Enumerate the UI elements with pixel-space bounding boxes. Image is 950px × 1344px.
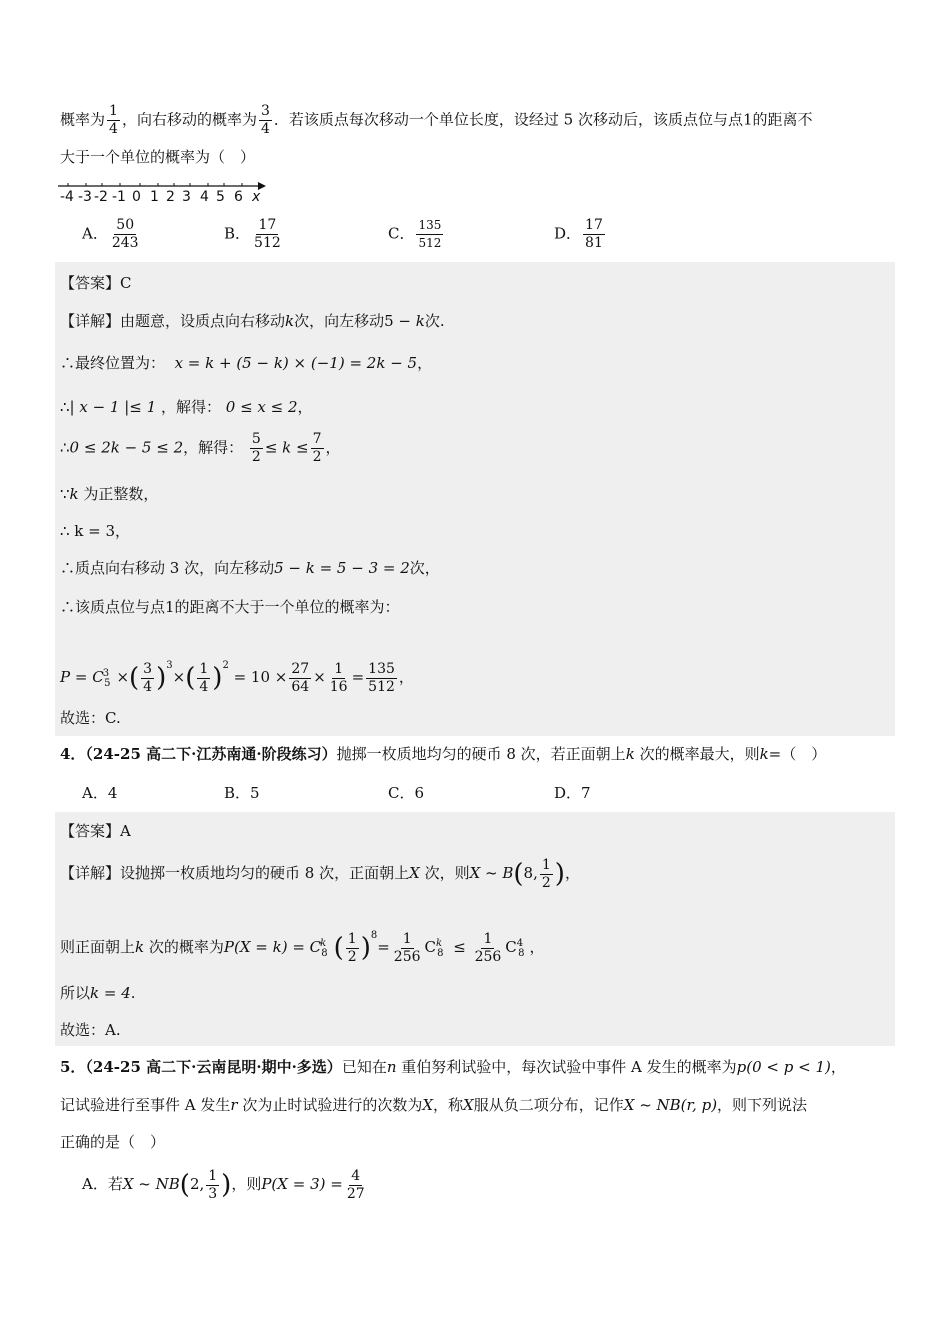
fraction: $\frac{135}{512}$ xyxy=(368,660,395,695)
q3-line1 xyxy=(60,103,813,138)
q5-line2: 记试验进行至事件 A 发生r 次为止时试验进行的次数为X，称X服从负二项分布，记作X ~ NB(r, p)，则下列说法 xyxy=(60,1096,808,1114)
detail-3-line8: ∴该质点位与点1的距离不大于一个单位的概率为： xyxy=(60,598,400,616)
q3-text: ．若该质点每次移动一个单位长度，设经过 5 次移动后，该质点位与点1的距离不 xyxy=(273,110,813,129)
fraction: $\frac{1}{2}$ xyxy=(541,856,551,891)
option-a[interactable]: A． $\frac{50}{243}$ xyxy=(82,217,139,251)
detail-4-line2: 则正面朝上k 次的概率为$P(X = k) = C^k_8$ ( $\frac{1}{2}$ )$^8$= $\frac{1}{256}$ $C^k_8$ ≤ $\frac{1}{256}$ $C^4_8$ ， xyxy=(60,930,545,965)
fraction: $\frac{1}{2}$ xyxy=(347,930,357,965)
detail-3-formula: $P = C^3_5$ ×( $\frac{3}{4}$ )$^3$×( $\frac{1}{4}$ )$^2$ = 10 × $\frac{27}{64}$ × $\frac{1}{16}$ = $\frac{135}{512}$ ， xyxy=(60,660,414,695)
number-line-tick-label: x xyxy=(252,189,261,205)
q3-line2: 大于一个单位的概率为（ ） xyxy=(60,148,256,166)
q4-option-a[interactable]: A．4 xyxy=(82,784,118,802)
q4-option-b[interactable]: B．5 xyxy=(224,784,260,802)
q5-line1: 5．（24-25 高二下·云南昆明·期中·多选）已知在n 重伯努利试验中，每次试验中事件 A 发生的概率为p(0 < p < 1)， xyxy=(60,1058,846,1076)
fraction: $\frac{17}{512}$ xyxy=(254,217,281,251)
option-b[interactable]: B． $\frac{17}{512}$ xyxy=(224,217,281,251)
q4-stem: 4．（24-25 高二下·江苏南通·阶段练习）抛掷一枚质地均匀的硬币 8 次，若正面朝上k 次的概率最大，则k=（ ） xyxy=(60,745,827,763)
number-line-tick-label: 4 xyxy=(200,189,209,205)
number-line-tick-label: -1 xyxy=(112,189,126,205)
detail-3-line4: ∴0 ≤ 2k − 5 ≤ 2，解得： $\frac{5}{2}$ ≤ k ≤ $\frac{7}{2}$ ， xyxy=(60,431,341,465)
fraction: $\frac{1}{3}$ xyxy=(208,1167,218,1202)
detail-4-line3: 所以k = 4. xyxy=(60,984,136,1002)
q4-option-d[interactable]: D．7 xyxy=(554,784,591,802)
fraction: $\frac{17}{81}$ xyxy=(585,217,603,251)
fraction: $\frac{135}{512}$ xyxy=(418,218,442,250)
fraction: $\frac{1}{4}$ xyxy=(199,660,209,695)
q3-text: 概率为 xyxy=(60,110,106,129)
number-line-tick-label: 5 xyxy=(216,189,225,205)
fraction: $\frac{3}{4}$ xyxy=(260,103,270,137)
detail-3-line7: ∴质点向右移动 3 次，向左移动5 − k = 5 − 3 = 2次， xyxy=(60,559,440,577)
detail-4-line1: 【详解】设抛掷一枚质地均匀的硬币 8 次，正面朝上X 次，则X ~ B(8, $\frac{1}{2}$ )， xyxy=(60,856,580,891)
option-d[interactable]: D． $\frac{17}{81}$ xyxy=(554,217,603,251)
number-line-tick-label: 3 xyxy=(182,189,191,205)
q4-option-c[interactable]: C．6 xyxy=(388,784,425,802)
fraction: $\frac{5}{2}$ xyxy=(251,431,261,465)
detail-3-line3: ∴| x − 1 |≤ 1 ，解得： 0 ≤ x ≤ 2， xyxy=(60,398,313,416)
number-line-tick-label: -4 xyxy=(60,189,74,205)
detail-4-conclusion: 故选：A. xyxy=(60,1021,121,1039)
number-line-tick-label: 2 xyxy=(166,189,175,205)
detail-3-line5: ∵k 为正整数， xyxy=(60,485,159,503)
option-c[interactable]: C． $\frac{135}{512}$ xyxy=(388,218,442,250)
fraction: $\frac{7}{2}$ xyxy=(312,431,322,465)
fraction: $\frac{4}{27}$ xyxy=(346,1167,365,1202)
detail-3-conclusion: 故选：C. xyxy=(60,709,121,727)
q5-option-a[interactable]: A．若X ~ NB(2, $\frac{1}{3}$ )，则P(X = 3) = $\frac{4}{27}$ xyxy=(82,1167,365,1202)
fraction: $\frac{3}{4}$ xyxy=(143,660,153,695)
fraction: $\frac{1}{4}$ xyxy=(109,103,118,137)
detail-3-line6: ∴ k = 3， xyxy=(60,522,131,540)
number-line-tick-label: 0 xyxy=(132,189,141,205)
number-line-tick-label: 1 xyxy=(150,189,159,205)
fraction: $\frac{1}{256}$ xyxy=(474,930,502,965)
q5-line3: 正确的是（ ） xyxy=(60,1133,166,1151)
fraction: $\frac{27}{64}$ xyxy=(291,660,310,695)
number-line-tick-label: -3 xyxy=(78,189,92,205)
fraction: $\frac{1}{16}$ xyxy=(329,660,348,695)
fraction: $\frac{1}{256}$ xyxy=(393,930,421,965)
number-line-tick-label: -2 xyxy=(94,189,108,205)
detail-3-line2: ∴最终位置为： x = k + (5 − k) × (−1) = 2k − 5， xyxy=(60,354,433,372)
detail-3-line1: 【详解】由题意，设质点向右移动k次，向左移动5 − k次. xyxy=(60,312,445,330)
answer-4: 【答案】A xyxy=(60,822,131,840)
fraction: $\frac{50}{243}$ xyxy=(111,217,139,251)
answer-3: 【答案】C xyxy=(60,274,132,292)
q3-text: ，向右移动的概率为 xyxy=(121,110,257,129)
number-line-tick-label: 6 xyxy=(234,189,243,205)
